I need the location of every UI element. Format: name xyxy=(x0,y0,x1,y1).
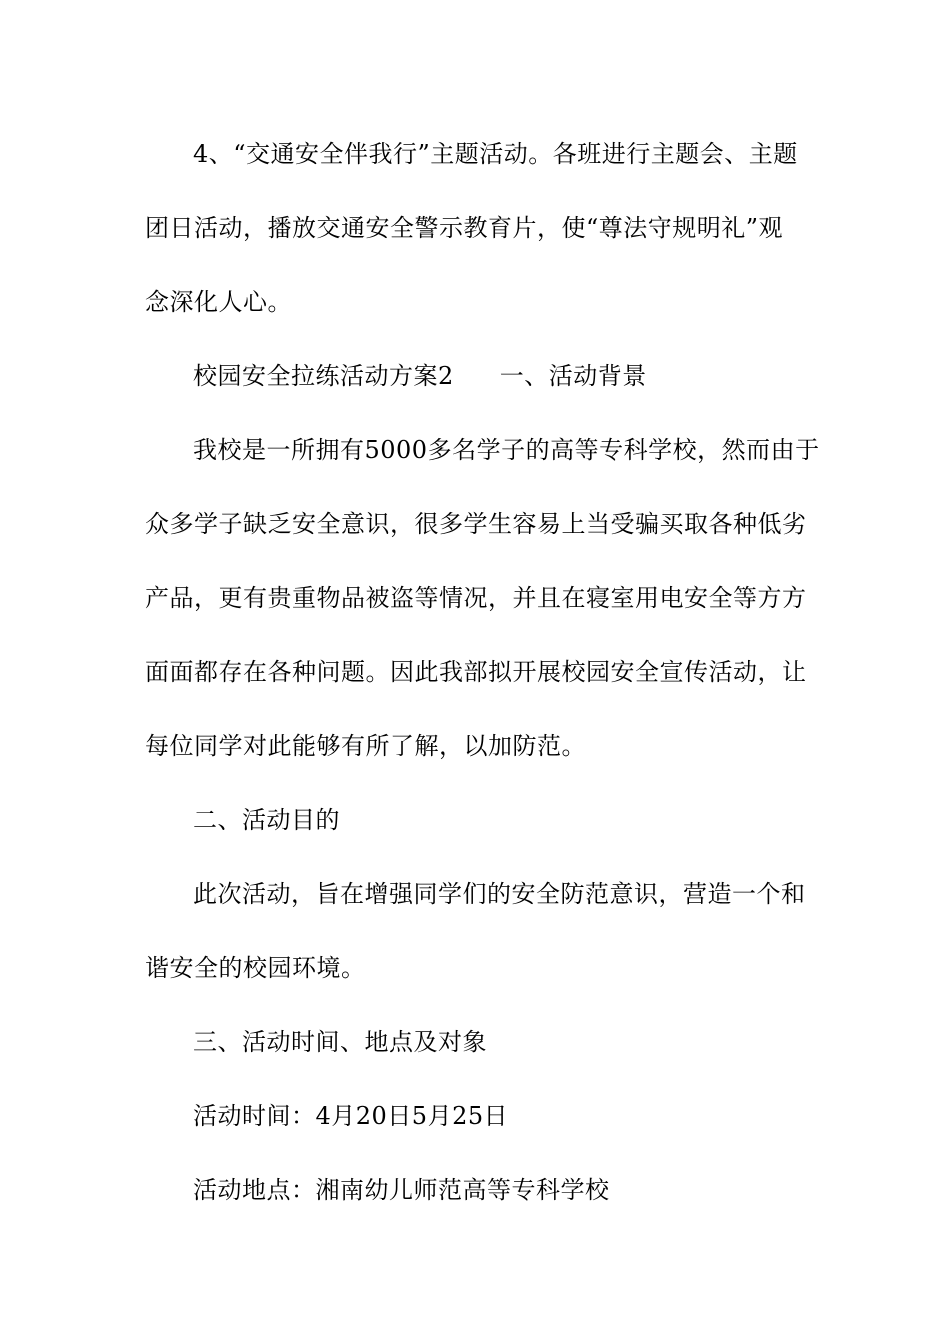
paragraph-line: 念深化人心。 xyxy=(145,288,292,316)
activity-place: 活动地点：湘南幼儿师范高等专科学校 xyxy=(193,1176,610,1204)
paragraph-line: 每位同学对此能够有所了解，以加防范。 xyxy=(145,732,586,760)
purpose-heading: 二、活动目的 xyxy=(193,806,340,834)
paragraph-line: 谐安全的校园环境。 xyxy=(145,954,366,982)
paragraph-line: 面面都存在各种问题。因此我部拟开展校园安全宣传活动，让 xyxy=(145,658,807,686)
paragraph-line: 我校是一所拥有5000多名学子的高等专科学校，然而由于 xyxy=(193,436,820,464)
activity-time: 活动时间：4月20日5月25日 xyxy=(193,1102,509,1130)
paragraph-line: 团日活动，播放交通安全警示教育片，使“尊法守规明礼”观 xyxy=(145,214,784,242)
time-place-heading: 三、活动时间、地点及对象 xyxy=(193,1028,487,1056)
section-heading xyxy=(193,360,863,392)
paragraph-line: 众多学子缺乏安全意识，很多学生容易上当受骗买取各种低劣 xyxy=(145,510,807,538)
paragraph-line: 此次活动，旨在增强同学们的安全防范意识，营造一个和 xyxy=(193,880,806,908)
background-heading: 一、活动背景 xyxy=(499,362,647,390)
paragraph-line: 4、“交通安全伴我行”主题活动。各班进行主题会、主题 xyxy=(193,140,798,168)
plan-title: 校园安全拉练活动方案2 xyxy=(193,362,454,390)
paragraph-line: 产品，更有贵重物品被盗等情况，并且在寝室用电安全等方方 xyxy=(145,584,807,612)
